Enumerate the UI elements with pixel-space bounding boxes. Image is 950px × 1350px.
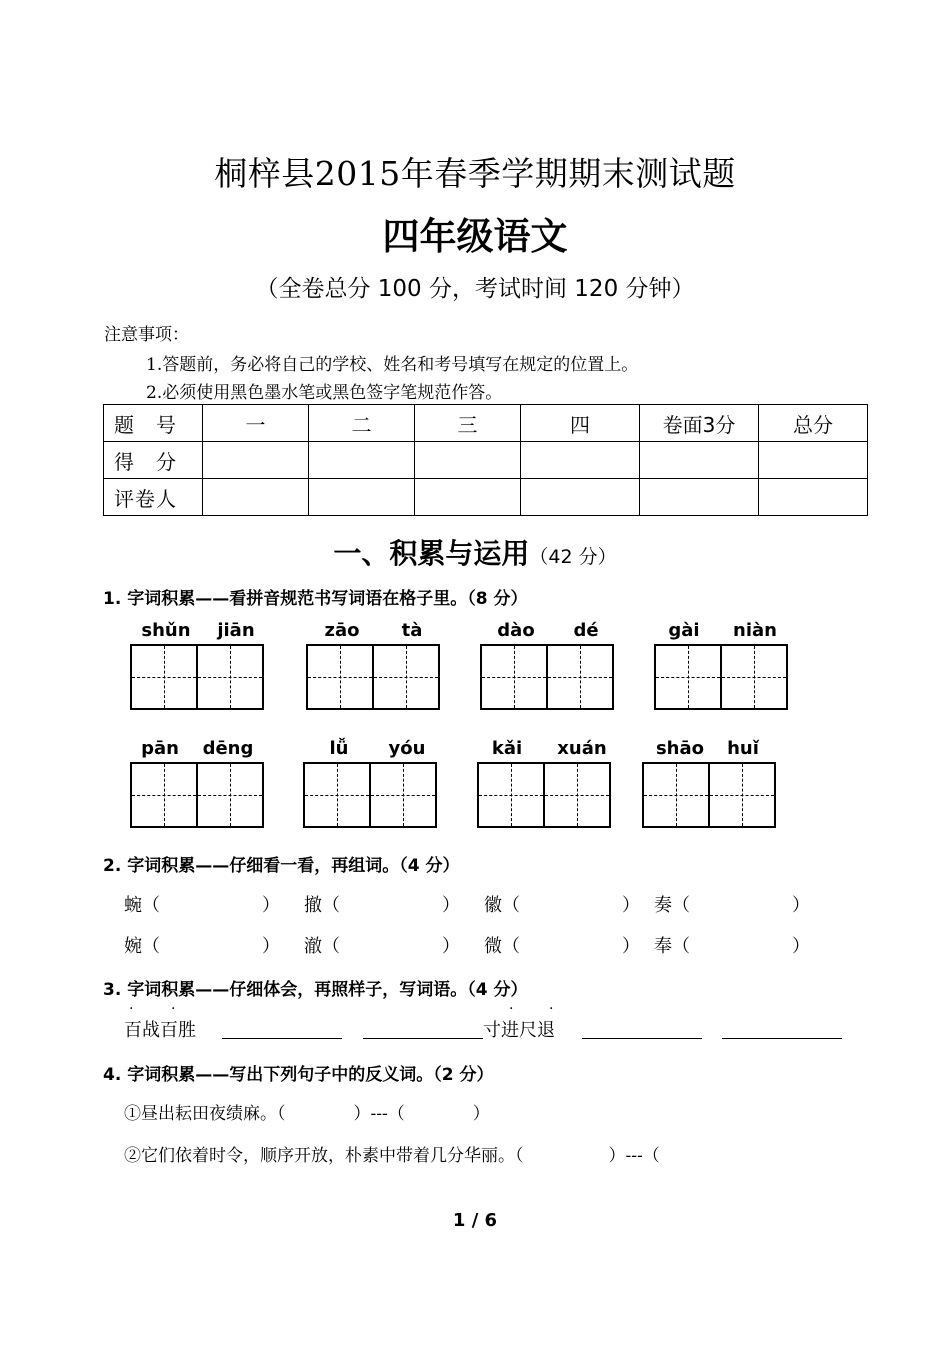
writing-cell[interactable] — [477, 762, 545, 828]
grader-cell[interactable] — [415, 479, 521, 516]
note-item: 2.必须使用黑色墨水笔或黑色签字笔规范作答。 — [146, 383, 503, 403]
word-group-close: ） — [792, 895, 810, 916]
score-table-header-cell: 四 — [521, 405, 640, 442]
answer-blank[interactable] — [363, 1018, 483, 1039]
pinyin-label: gài — [668, 620, 700, 641]
pinyin-label: shǔn — [141, 620, 191, 641]
word-group-char: 撤（ — [304, 895, 340, 916]
antonym-sentence: ②它们依着时令，顺序开放，朴素中带着几分华丽。（ ）---（ — [124, 1146, 660, 1166]
writing-cell[interactable] — [303, 762, 371, 828]
word-group-char: 蜿（ — [124, 895, 160, 916]
score-cell[interactable] — [203, 442, 309, 479]
writing-cell[interactable] — [306, 644, 374, 710]
emphasis-dot: · — [509, 1001, 514, 1017]
writing-cell[interactable] — [130, 762, 198, 828]
pinyin-label: dēng — [202, 738, 254, 759]
word-group-close: ） — [442, 936, 460, 957]
word-group-char: 奏（ — [654, 895, 690, 916]
notes-heading: 注意事项： — [104, 325, 189, 345]
question-3-label: 3. 字词积累——仔细体会，再照样子，写词语。（4 分） — [103, 980, 528, 1000]
word-group-char: 澈（ — [304, 936, 340, 957]
pinyin-label: dé — [573, 620, 599, 641]
writing-cell[interactable] — [480, 644, 548, 710]
exam-title: 桐梓县2015年春季学期期末测试题 — [214, 154, 736, 193]
score-cell[interactable] — [415, 442, 521, 479]
writing-cell[interactable] — [546, 644, 614, 710]
section-title: 一、积累与运用 — [333, 537, 530, 570]
score-cell[interactable] — [759, 442, 868, 479]
score-table-header-cell: 总分 — [759, 405, 868, 442]
pinyin-label: zāo — [324, 620, 360, 641]
grader-cell[interactable] — [203, 479, 309, 516]
pinyin-label: pān — [141, 738, 179, 759]
example-word: 百战百胜 — [124, 1020, 196, 1041]
note-item: 1.答题前，务必将自己的学校、姓名和考号填写在规定的位置上。 — [146, 355, 639, 375]
word-group-char: 微（ — [484, 936, 520, 957]
grader-cell[interactable] — [521, 479, 640, 516]
score-table-header-cell: 二 — [309, 405, 415, 442]
score-cell[interactable] — [309, 442, 415, 479]
score-cell[interactable] — [640, 442, 759, 479]
pinyin-label: tà — [401, 620, 423, 641]
example-word: 寸进尺退 — [483, 1020, 555, 1041]
exam-subject: 四年级语文 — [382, 215, 568, 258]
writing-cell[interactable] — [196, 644, 264, 710]
exam-info: （全卷总分 100 分，考试时间 120 分钟） — [255, 276, 695, 302]
writing-cell[interactable] — [196, 762, 264, 828]
word-group-close: ） — [262, 895, 280, 916]
writing-cell[interactable] — [130, 644, 198, 710]
page-number: 1 / 6 — [452, 1210, 498, 1231]
writing-cell[interactable] — [369, 762, 437, 828]
grader-cell[interactable] — [640, 479, 759, 516]
score-row-label: 得 分 — [104, 442, 203, 479]
pinyin-label: lǚ — [329, 738, 349, 759]
question-2-label: 2. 字词积累——仔细看一看，再组词。（4 分） — [103, 856, 460, 876]
emphasis-dot: · — [549, 1001, 554, 1017]
section-heading — [0, 532, 950, 572]
answer-blank[interactable] — [722, 1018, 842, 1039]
word-group-char: 婉（ — [124, 936, 160, 957]
grader-row-label: 评卷人 — [104, 479, 203, 516]
pinyin-label: niàn — [733, 620, 777, 641]
pinyin-label: jiān — [217, 620, 255, 641]
writing-cell[interactable] — [654, 644, 722, 710]
writing-cell[interactable] — [372, 644, 440, 710]
score-table-header-cell: 一 — [203, 405, 309, 442]
writing-cell[interactable] — [642, 762, 710, 828]
score-table-header-cell: 题 号 — [104, 405, 203, 442]
word-group-char: 奉（ — [654, 936, 690, 957]
word-group-close: ） — [792, 936, 810, 957]
answer-blank[interactable] — [582, 1018, 702, 1039]
pinyin-label: dào — [497, 620, 535, 641]
grader-cell[interactable] — [309, 479, 415, 516]
score-cell[interactable] — [521, 442, 640, 479]
word-group-close: ） — [622, 936, 640, 957]
section-points: （42 分） — [529, 546, 617, 568]
score-table-header-cell: 卷面3分 — [640, 405, 759, 442]
question-4-label: 4. 字词积累——写出下列句子中的反义词。（2 分） — [103, 1065, 494, 1085]
question-1-label: 1. 字词积累——看拼音规范书写词语在格子里。（8 分） — [103, 589, 528, 609]
emphasis-dot: · — [171, 1001, 176, 1017]
pinyin-label: kǎi — [491, 738, 523, 759]
emphasis-dot: · — [129, 1001, 134, 1017]
word-group-close: ） — [622, 895, 640, 916]
pinyin-label: yóu — [388, 738, 426, 759]
word-group-close: ） — [442, 895, 460, 916]
score-table-header-cell: 三 — [415, 405, 521, 442]
writing-cell[interactable] — [720, 644, 788, 710]
pinyin-label: xuán — [557, 738, 607, 759]
word-group-close: ） — [262, 936, 280, 957]
answer-blank[interactable] — [222, 1018, 342, 1039]
word-group-char: 徽（ — [484, 895, 520, 916]
score-table — [103, 404, 868, 516]
writing-cell[interactable] — [543, 762, 611, 828]
pinyin-label: shāo — [655, 738, 705, 759]
grader-cell[interactable] — [759, 479, 868, 516]
word-group-row — [0, 891, 950, 917]
writing-cell[interactable] — [708, 762, 776, 828]
antonym-sentence: ①昼出耘田夜绩麻。（ ）---（ ） — [124, 1104, 490, 1124]
word-group-row — [0, 932, 950, 958]
pinyin-label: huǐ — [727, 738, 759, 759]
